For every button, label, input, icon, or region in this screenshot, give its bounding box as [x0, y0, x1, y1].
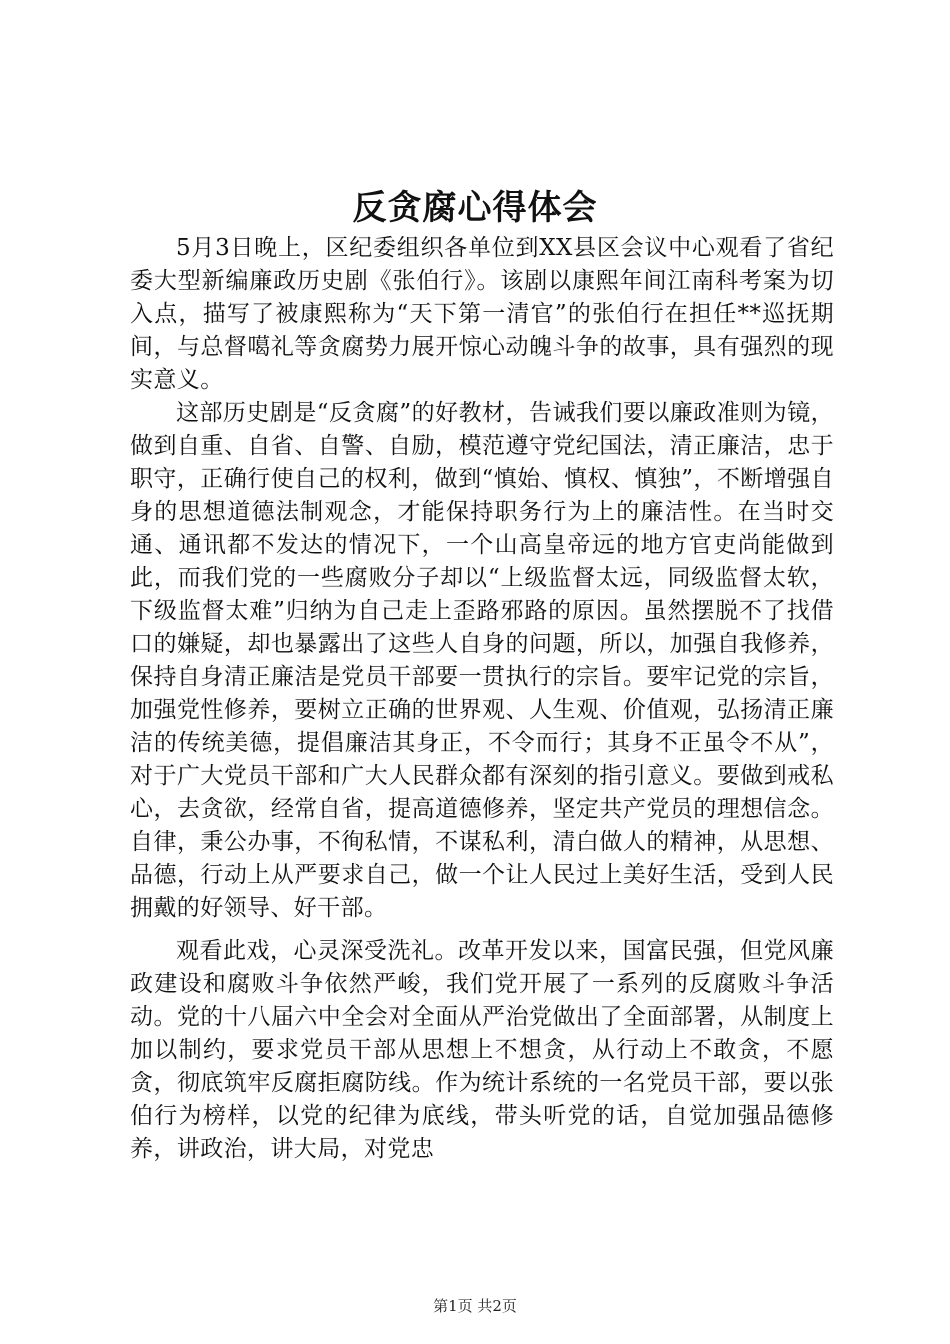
body-paragraph-3: [130, 935, 834, 1166]
document-title: 反贪腐心得体会: [352, 188, 598, 228]
page-footer: 第1页 共2页: [433, 1297, 517, 1315]
paragraph-text: 观看此戏，心灵深受洗礼。改革开发以来，国富民强，但党风廉政建设和腐败斗争依然严峻，我们党开展了一系列的反腐败斗争活动。党的十八届六中全会对全面从严治党做出了全面部署，从制度上加以制约，要求党员干部从思想上不想贪，从行动上不敢贪，不愿贪，彻底筑牢反腐拒腐防线。作为统计系统的一名党员干部，要以张伯行为榜样，以党的纪律为底线，带头听党的话，自觉加强品德修养，讲政治，讲大局，对党忠: [130, 938, 834, 1162]
paragraph-text: 5月3日晚上，区纪委组织各单位到XX县区会议中心观看了省纪委大型新编廉政历史剧《张伯行》。该剧以康熙年间江南科考案为切入点，描写了被康熙称为“天下第一清官”的张伯行在担任**巡抚期间，与总督噶礼等贪腐势力展开惊心动魄斗争的故事，具有强烈的现实意义。: [130, 235, 834, 393]
body-paragraph-2: [130, 397, 834, 925]
body-paragraph-1: [130, 232, 834, 397]
paragraph-text: 这部历史剧是“反贪腐”的好教材，告诫我们要以廉政准则为镜，做到自重、自省、自警、自励，模范遵守党纪国法，清正廉洁，忠于职守，正确行使自己的权利，做到“慎始、慎权、慎独”，不断增强自身的思想道德法制观念，才能保持职务行为上的廉洁性。在当时交通、通讯都不发达的情况下，一个山高皇帝远的地方官吏尚能做到此，而我们党的一些腐败分子却以“上级监督太远，同级监督太软，下级监督太难”归纳为自己走上歪路邪路的原因。虽然摆脱不了找借口的嫌疑，却也暴露出了这些人自身的问题，所以，加强自我修养，保持自身清正廉洁是党员干部要一贯执行的宗旨。要牢记党的宗旨，加强党性修养，要树立正确的世界观、人生观、价值观，弘扬清正廉洁的传统美德，提倡廉洁其身正，不令而行；其身不正虽令不从”，对于广大党员干部和广大人民群众都有深刻的指引意义。要做到戒私心，去贪欲，经常自省，提高道德修养，坚定共产党员的理想信念。自律，秉公办事，不徇私情，不谋私利，清白做人的精神，从思想、品德，行动上从严要求自己，做一个让人民过上美好生活，受到人民拥戴的好领导、好干部。: [130, 400, 834, 921]
